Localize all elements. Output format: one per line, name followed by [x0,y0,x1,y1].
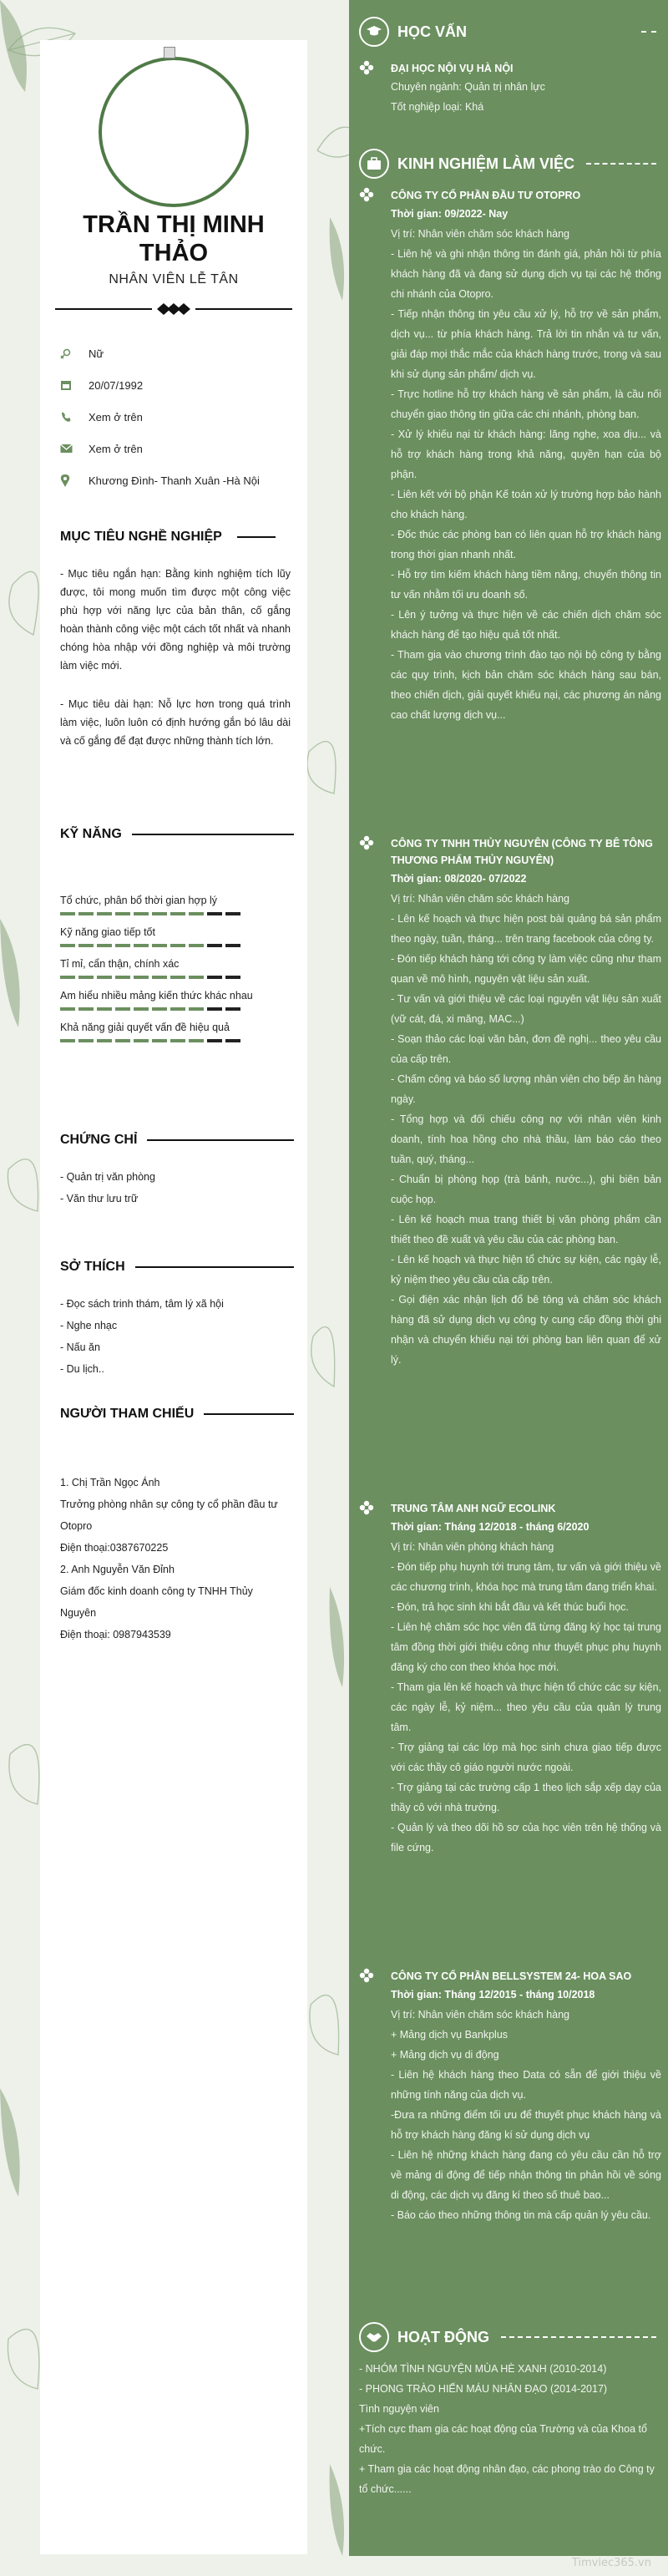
diamond-divider [55,302,292,316]
job-duty: - Xử lý khiếu nại từ khách hàng: lăng nghe, xoa dịu... và hỗ trợ khách hàng trong khả năng, quyền hạn của bộ phận. [391,428,661,480]
email-icon [60,442,89,455]
skill-name: Am hiểu nhiều mảng kiến thức khác nhau [60,990,253,1001]
right-column [349,0,668,2556]
certificates-heading: CHỨNG CHỈ [60,1133,294,1148]
handshake-icon [359,2322,389,2352]
personal-info [60,337,294,496]
job-entry [359,835,661,1370]
objective-heading: MỤC TIÊU NGHỀ NGHIỆP [60,530,294,545]
skill-level-bar [60,1007,291,1011]
location-icon [60,474,89,487]
left-column [40,40,307,2554]
job-duty: - Tư vấn và giới thiệu về các loại nguyên vật liệu sản xuất (vữ cát, đá, xi măng, MAC...) [391,993,661,1025]
activity-line: - NHÓM TÌNH NGUYỆN MÙA HÈ XANH (2010-2014) [359,2363,607,2375]
experience-heading: KINH NGHIỆM LÀM VIỆC [359,147,660,180]
job-duty: - Đón tiếp phụ huynh tới trung tâm, tư vấn và giới thiệu về các chương trình, khóa học mà trung tâm đang triển khai. [391,1561,661,1593]
job-duty: - Lên kế hoạch và thực hiện post bài quảng bá sản phẩm theo ngày, tuần, tháng... trên trang facebook của công ty. [391,913,661,945]
job-duty: - Lên kế hoạch và thực hiện tổ chức sự kiện, các ngày lễ, kỷ niệm theo yêu cầu của cấp trên. [391,1254,661,1285]
list-item: - Văn thư lưu trữ [60,1193,139,1204]
job-duty: Vị trí: Nhân viên chăm sóc khách hàng [391,228,570,240]
hobbies-list [60,1293,291,1380]
reference-line: 2. Anh Nguyễn Văn Đỉnh [60,1564,175,1575]
job-duty: - Tiếp nhận thông tin yêu cầu xử lý, hỗ trợ về sản phẩm, dịch vụ... từ phía khách hàng. Trả lời tin nhắn và tư vấn, giải đáp mọi thắc mắc của khách hàng trước, trong và sau khi sử dụng sản phẩm/ dịch vụ. [391,308,661,380]
job-duty: - Báo cáo theo những thông tin mà cấp quản lý yêu cầu. [391,2209,651,2221]
job-duty: - Liên hệ những khách hàng đang có yêu cầu cần hỗ trợ về mảng di động để tiếp nhận thông tin phản hồi về sóng di động, các dịch vụ đăng kí theo số thuê bao... [391,2149,661,2201]
activity-line: - PHONG TRÀO HIẾN MÁU NHÂN ĐẠO (2014-2017) [359,2383,608,2395]
skill-name: Tổ chức, phân bổ thời gian hợp lý [60,895,218,906]
skill-level-bar [60,976,291,979]
info-phone: Xem ở trên [60,401,294,433]
job-duty: - Lên kế hoạch mua trang thiết bị văn phòng phẩm cần thiết theo đề xuất và yêu cầu của các phòng ban. [391,1214,661,1245]
skill-item [60,892,291,915]
experience-section [359,147,660,180]
job-entry [359,1968,661,2225]
skill-name: Kỹ năng giao tiếp tốt [60,926,155,938]
company-name: CÔNG TY CỔ PHẦN BELLSYSTEM 24- HOA SAO [391,1970,632,1982]
phone-icon [60,410,89,423]
job-period: Thời gian: Tháng 12/2015 - tháng 10/2018 [391,1989,595,2000]
education-section [359,15,660,48]
list-item: - Quản trị văn phòng [60,1171,155,1183]
job-duty: Vị trí: Nhân viên chăm sóc khách hàng [391,893,570,905]
job-entry [359,187,661,725]
briefcase-icon [359,149,389,179]
activities-section [359,2320,660,2354]
job-duty: - Liên hệ chăm sóc học viên đã từng đăng ký học tại trung tâm đồng thời giới thiệu công như thuyết phục phụ huynh đăng ký cho con theo khóa học mới. [391,1621,661,1673]
info-birthday: 20/07/1992 [60,369,294,401]
job-duty: - Lên ý tưởng và thực hiện về các chiến dịch chăm sóc khách hàng để tạo hiệu quả tốt nhất. [391,609,661,641]
objective-short: - Mục tiêu ngắn hạn: Bằng kinh nghiệm tích lũy được, tôi mong muốn tìm được một công việc phù hợp với năng lực của bản thân, cố gắng hoàn thành công việc một cách tốt nhất và nhanh chóng hòa nhập với đồng nghiệp và môi trường làm việc mới. [60,568,291,672]
avatar [99,57,249,207]
reference-line: Điện thoại: 0987943539 [60,1629,171,1640]
certificates-list [60,1166,291,1209]
education-heading: HỌC VẤN [359,15,660,48]
skills-heading: KỸ NĂNG [60,827,294,842]
reference-line: 1. Chị Trần Ngọc Ánh [60,1477,160,1488]
skill-level-bar [60,1039,291,1042]
info-address: Khương Đình- Thanh Xuân -Hà Nội [60,464,294,496]
education-entry [359,60,661,117]
activity-line: Tình nguyện viên [359,2403,439,2415]
job-duty: - Chấm công và báo số lượng nhân viên cho bếp ăn hàng ngày. [391,1073,661,1105]
skill-item [60,924,291,947]
candidate-name: TRẦN THỊ MINH THẢO [83,211,265,266]
job-duty: - Tổng hợp và đối chiếu công nợ với nhân viên kinh doanh, tính hoa hồng cho nhà thầu, làm báo cáo theo tuần, quý, tháng... [391,1113,661,1165]
job-duty: - Hỗ trợ tìm kiếm khách hàng tiềm năng, chuyển thông tin tư vấn nhằm tối ưu doanh số. [391,569,661,601]
skill-item [60,1019,291,1042]
major: Chuyên ngành: Quản trị nhân lực [391,81,545,93]
job-period: Thời gian: 09/2022- Nay [391,208,509,220]
watermark: Timviec365.vn [571,2557,651,2569]
skill-level-bar [60,912,291,915]
job-duty: - Liên kết với bộ phận Kế toán xử lý trường hợp bảo hành cho khách hàng. [391,489,661,520]
reference-line: Điện thoại:0387670225 [60,1542,169,1554]
company-name: TRUNG TÂM ANH NGỮ ECOLINK [391,1503,556,1514]
list-item: - Nghe nhạc [60,1320,118,1331]
flower-icon [359,187,374,202]
activities-list [359,2359,660,2499]
skill-item [60,987,291,1011]
school-name: ĐẠI HỌC NỘI VỤ HÀ NỘI [391,63,514,74]
job-duty: Vị trí: Nhân viên phòng khách hàng [391,1541,554,1553]
info-gender: Nữ [60,337,294,369]
flower-icon [359,835,374,850]
flower-icon [359,1500,374,1515]
job-entry [359,1500,661,1858]
job-duty: - Gọi điện xác nhận lịch đổ bê tông và chăm sóc khách hàng đã sử dụng dịch vụ công ty cung cấp đồng thời ghi nhận và chuyển khiếu nại tới phòng ban liên quan để xử lý. [391,1294,661,1366]
list-item: - Đọc sách trinh thám, tâm lý xã hội [60,1298,224,1310]
job-duty: - Trực hotline hỗ trợ khách hàng về sản phẩm, là cầu nối chuyển giao thông tin giữa các chi nhánh, phòng ban. [391,388,661,420]
reference-line: Trưởng phòng nhân sự công ty cổ phần đầu tư Otopro [60,1498,278,1532]
job-duty: - Soạn thảo các loại văn bản, đơn đề nghị... theo yêu cầu của cấp trên. [391,1033,661,1065]
job-duty: - Đốc thúc các phòng ban có liên quan hỗ trợ khách hàng trong thời gian nhanh nhất. [391,529,661,560]
job-period: Thời gian: Tháng 12/2018 - tháng 6/2020 [391,1521,590,1533]
company-name: CÔNG TY TNHH THỦY NGUYÊN (CÔNG TY BÊ TÔNG THƯƠNG PHẨM THỦY NGUYÊN) [391,838,653,866]
gender-icon [60,347,89,360]
info-email: Xem ở trên [60,433,294,464]
job-period: Thời gian: 08/2020- 07/2022 [391,873,527,885]
job-duty: - Tham gia vào chương trình đào tạo nội bộ công ty bằng các quy trình, kịch bản chăm sóc khách hàng sau bán, theo chiến dịch, giải quyết khiếu nại, các phương án nâng cao chất lượng dịch vụ... [391,649,661,721]
skill-level-bar [60,944,291,947]
objective-long: - Mục tiêu dài hạn: Nỗ lực hơn trong quá trình làm việc, luôn luôn có định hướng gắn bó lâu dài và cố gắng để đạt được những thành tích lớn. [60,698,291,747]
activity-line: +Tích cực tham gia các hoạt động của Trường và của Khoa tổ chức. [359,2423,647,2455]
calendar-icon [60,378,89,392]
skill-name: Tỉ mỉ, cẩn thận, chính xác [60,958,180,970]
reference-line: Giám đốc kinh doanh công ty TNHH Thủy Nguyên [60,1585,253,1619]
job-duty: - Chuẩn bị phòng họp (trà bánh, nước...), ghi biên bản cuộc họp. [391,1174,661,1205]
list-item: - Nấu ăn [60,1341,100,1353]
job-title: NHÂN VIÊN LỄ TÂN [109,272,239,287]
job-duty: - Liên hệ khách hàng theo Data có sẵn để giới thiệu về những tính năng của dịch vụ. [391,2069,661,2101]
list-item: - Du lịch.. [60,1363,104,1375]
job-duty: - Đón tiếp khách hàng tới công ty làm việc cũng như tham quan về mô hình, nguyên vật liệu sản xuất. [391,953,661,985]
broken-image-icon [164,47,175,58]
job-duty: - Đón, trả học sinh khi bắt đầu và kết thúc buổi học. [391,1601,629,1613]
flower-icon [359,1968,374,1983]
skill-name: Khả năng giải quyết vấn đề hiệu quả [60,1022,230,1033]
job-duty: - Tham gia lên kế hoạch và thực hiện tổ chức các sự kiện, các ngày lễ, kỷ niệm... theo yêu cầu của quản lý trung tâm. [391,1681,661,1733]
graduation-cap-icon [359,17,389,47]
job-duty: + Mảng dịch vụ Bankplus [391,2029,509,2041]
activity-line: + Tham gia các hoạt động nhân đạo, các phong trào do Công ty tổ chức...... [359,2463,655,2495]
skills-list [60,892,291,1051]
job-duty: - Quản lý và theo dõi hồ sơ của học viên trên hệ thống và file cứng. [391,1822,661,1853]
job-duty: - Trợ giảng tại các lớp mà học sinh chưa giao tiếp được với các thầy cô giáo người nước ngoài. [391,1742,661,1773]
company-name: CÔNG TY CỔ PHẦN ĐẦU TƯ OTOPRO [391,190,581,201]
job-duty: + Mảng dịch vụ di động [391,2049,499,2061]
references-list [60,1472,291,1645]
flower-icon [359,60,374,75]
job-duty: - Liên hệ và ghi nhận thông tin đánh giá, phản hồi từ phía khách hàng đã và đang sử dụng dịch vụ tại các hệ thống chi nhánh của Otopro. [391,248,661,300]
grade: Tốt nghiệp loại: Khá [391,101,484,113]
activities-heading: HOẠT ĐỘNG [359,2320,660,2354]
hobbies-heading: SỞ THÍCH [60,1260,294,1275]
references-heading: NGƯỜI THAM CHIẾU [60,1407,294,1422]
job-duty: -Đưa ra những điểm tối ưu để thuyết phục khách hàng và hỗ trợ khách hàng đăng kí sử dụng dịch vụ [391,2109,661,2141]
job-duty: - Trợ giảng tại các trường cấp 1 theo lịch sắp xếp dạy của thầy cô với nhà trường. [391,1782,661,1813]
skill-item [60,956,291,979]
job-duty: Vị trí: Nhân viên chăm sóc khách hàng [391,2009,570,2021]
